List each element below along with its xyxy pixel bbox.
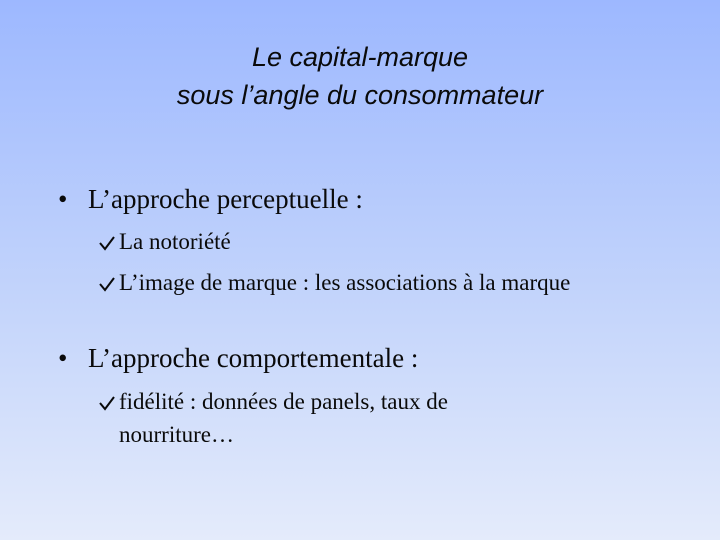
slide-title — [60, 38, 660, 114]
sub-item-loyalty — [98, 385, 618, 451]
sub-item-text: La notoriété — [119, 229, 231, 254]
sub-item-text: L’image de marque : les associations à la marque — [119, 270, 571, 295]
sub-item-brand-image — [98, 266, 618, 299]
bullet-behavioral-approach — [58, 342, 418, 374]
bullet-marker: • — [58, 184, 68, 214]
sub-item-notoriety — [98, 225, 618, 258]
checkmark-icon — [98, 266, 118, 302]
title-line-2: sous l’angle du consommateur — [176, 80, 544, 110]
checkmark-icon — [98, 385, 118, 421]
bullet-perceptual-approach — [58, 183, 363, 215]
title-line-1: Le capital-marque — [251, 42, 469, 72]
sub-item-text: fidélité : données de panels, taux de nourriture… — [119, 389, 448, 447]
bullet-marker: • — [58, 343, 68, 373]
checkmark-icon — [98, 225, 118, 261]
bullet-label: L’approche perceptuelle : — [88, 184, 363, 214]
bullet-label: L’approche comportementale : — [88, 343, 419, 373]
